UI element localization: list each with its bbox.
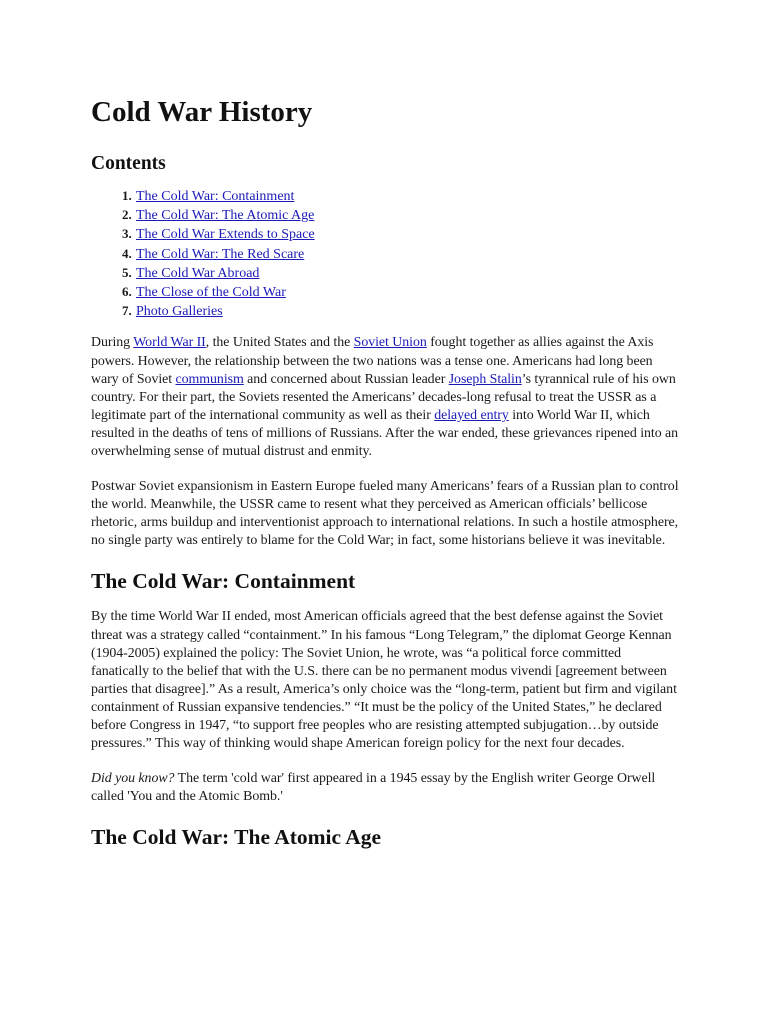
toc-item — [135, 245, 682, 264]
toc-link-containment[interactable]: The Cold War: Containment — [136, 189, 295, 204]
section-heading-atomic-age: The Cold War: The Atomic Age — [91, 825, 382, 850]
toc-link-atomic-age[interactable]: The Cold War: The Atomic Age — [136, 208, 315, 224]
link-communism[interactable]: communism — [175, 371, 244, 387]
toc-link-close[interactable]: The Close of the Cold War — [136, 285, 286, 301]
text-run: fought together as allies against the Axis powers. However, the relationship between the two nations was a tense one. Americans had long been wary of Soviet — [91, 335, 654, 387]
text-run: into World War II, which resulted in the deaths of tens of millions of Russians. After the war ended, these grievances ripened into an overwhelming sense of mutual distrust and enmity. — [91, 407, 679, 459]
toc-link-abroad[interactable]: The Cold War Abroad — [136, 265, 260, 281]
link-joseph-stalin[interactable]: Joseph Stalin — [448, 371, 522, 387]
link-soviet-union[interactable]: Soviet Union — [353, 335, 427, 351]
toc-link-photo-galleries[interactable]: Photo Galleries — [136, 304, 223, 320]
table-of-contents — [91, 187, 682, 321]
did-you-know-paragraph — [91, 770, 682, 806]
text-run: , the United States and the — [205, 335, 354, 351]
containment-paragraph: By the time World War II ended, most American officials agreed that the best defense against the Soviet threat was a strategy called “containment.” In his famous “Long Telegram,” the diplomat George Kennan (1904-2005) explained the policy: The Soviet Union, he wrote, was “a political force committed fanatically to the belief that with the U.S. there can be no permanent modus vivendi [agreement between parties that disagree].” As a result, America’s only choice was the “long-term, patient but firm and vigilant containment of Russian expansive tendencies.” “It must be the policy of the United States,” he declared before Congress in 1947, “to support free peoples who are resisting attempted subjugation…by outside pressures.” This way of thinking would shape American foreign policy for the next four decades. — [91, 609, 677, 752]
contents-heading: Contents — [91, 153, 166, 174]
toc-item — [135, 264, 682, 283]
text-run: and concerned about Russian leader — [243, 371, 449, 387]
toc-link-space[interactable]: The Cold War Extends to Space — [136, 227, 315, 243]
toc-item — [135, 283, 682, 302]
link-world-war-ii[interactable]: World War II — [133, 335, 206, 351]
link-delayed-entry[interactable]: delayed entry — [434, 407, 509, 423]
text-run: ’s tyrannical rule of his own country. For their part, the Soviets resented the Americans’ decades-long refusal to treat the USSR as a legitimate part of the international community as well as their — [91, 371, 676, 423]
toc-link-red-scare[interactable]: The Cold War: The Red Scare — [136, 246, 305, 262]
toc-item — [135, 206, 682, 225]
did-you-know-label: Did you know? — [91, 771, 175, 787]
page-title: Cold War History — [91, 96, 313, 128]
toc-item — [135, 225, 682, 244]
intro-paragraph-2: Postwar Soviet expansionism in Eastern Europe fueled many Americans’ fears of a Russian plan to control the world. Meanwhile, the USSR came to resent what they perceived as American officials’ bellicose rhetoric, arms buildup and interventionist approach to international relations. In such a hostile atmosphere, no single party was entirely to blame for the Cold War; in fact, some historians believe it was inevitable. — [91, 479, 679, 549]
toc-item — [135, 302, 682, 321]
intro-paragraph-1 — [91, 334, 682, 461]
text-run: During — [91, 335, 134, 351]
did-you-know-text: The term 'cold war' first appeared in a 1945 essay by the English writer George Orwell called 'You and the Atomic Bomb.' — [91, 771, 656, 805]
toc-item — [135, 187, 682, 206]
section-heading-containment: The Cold War: Containment — [91, 569, 356, 594]
